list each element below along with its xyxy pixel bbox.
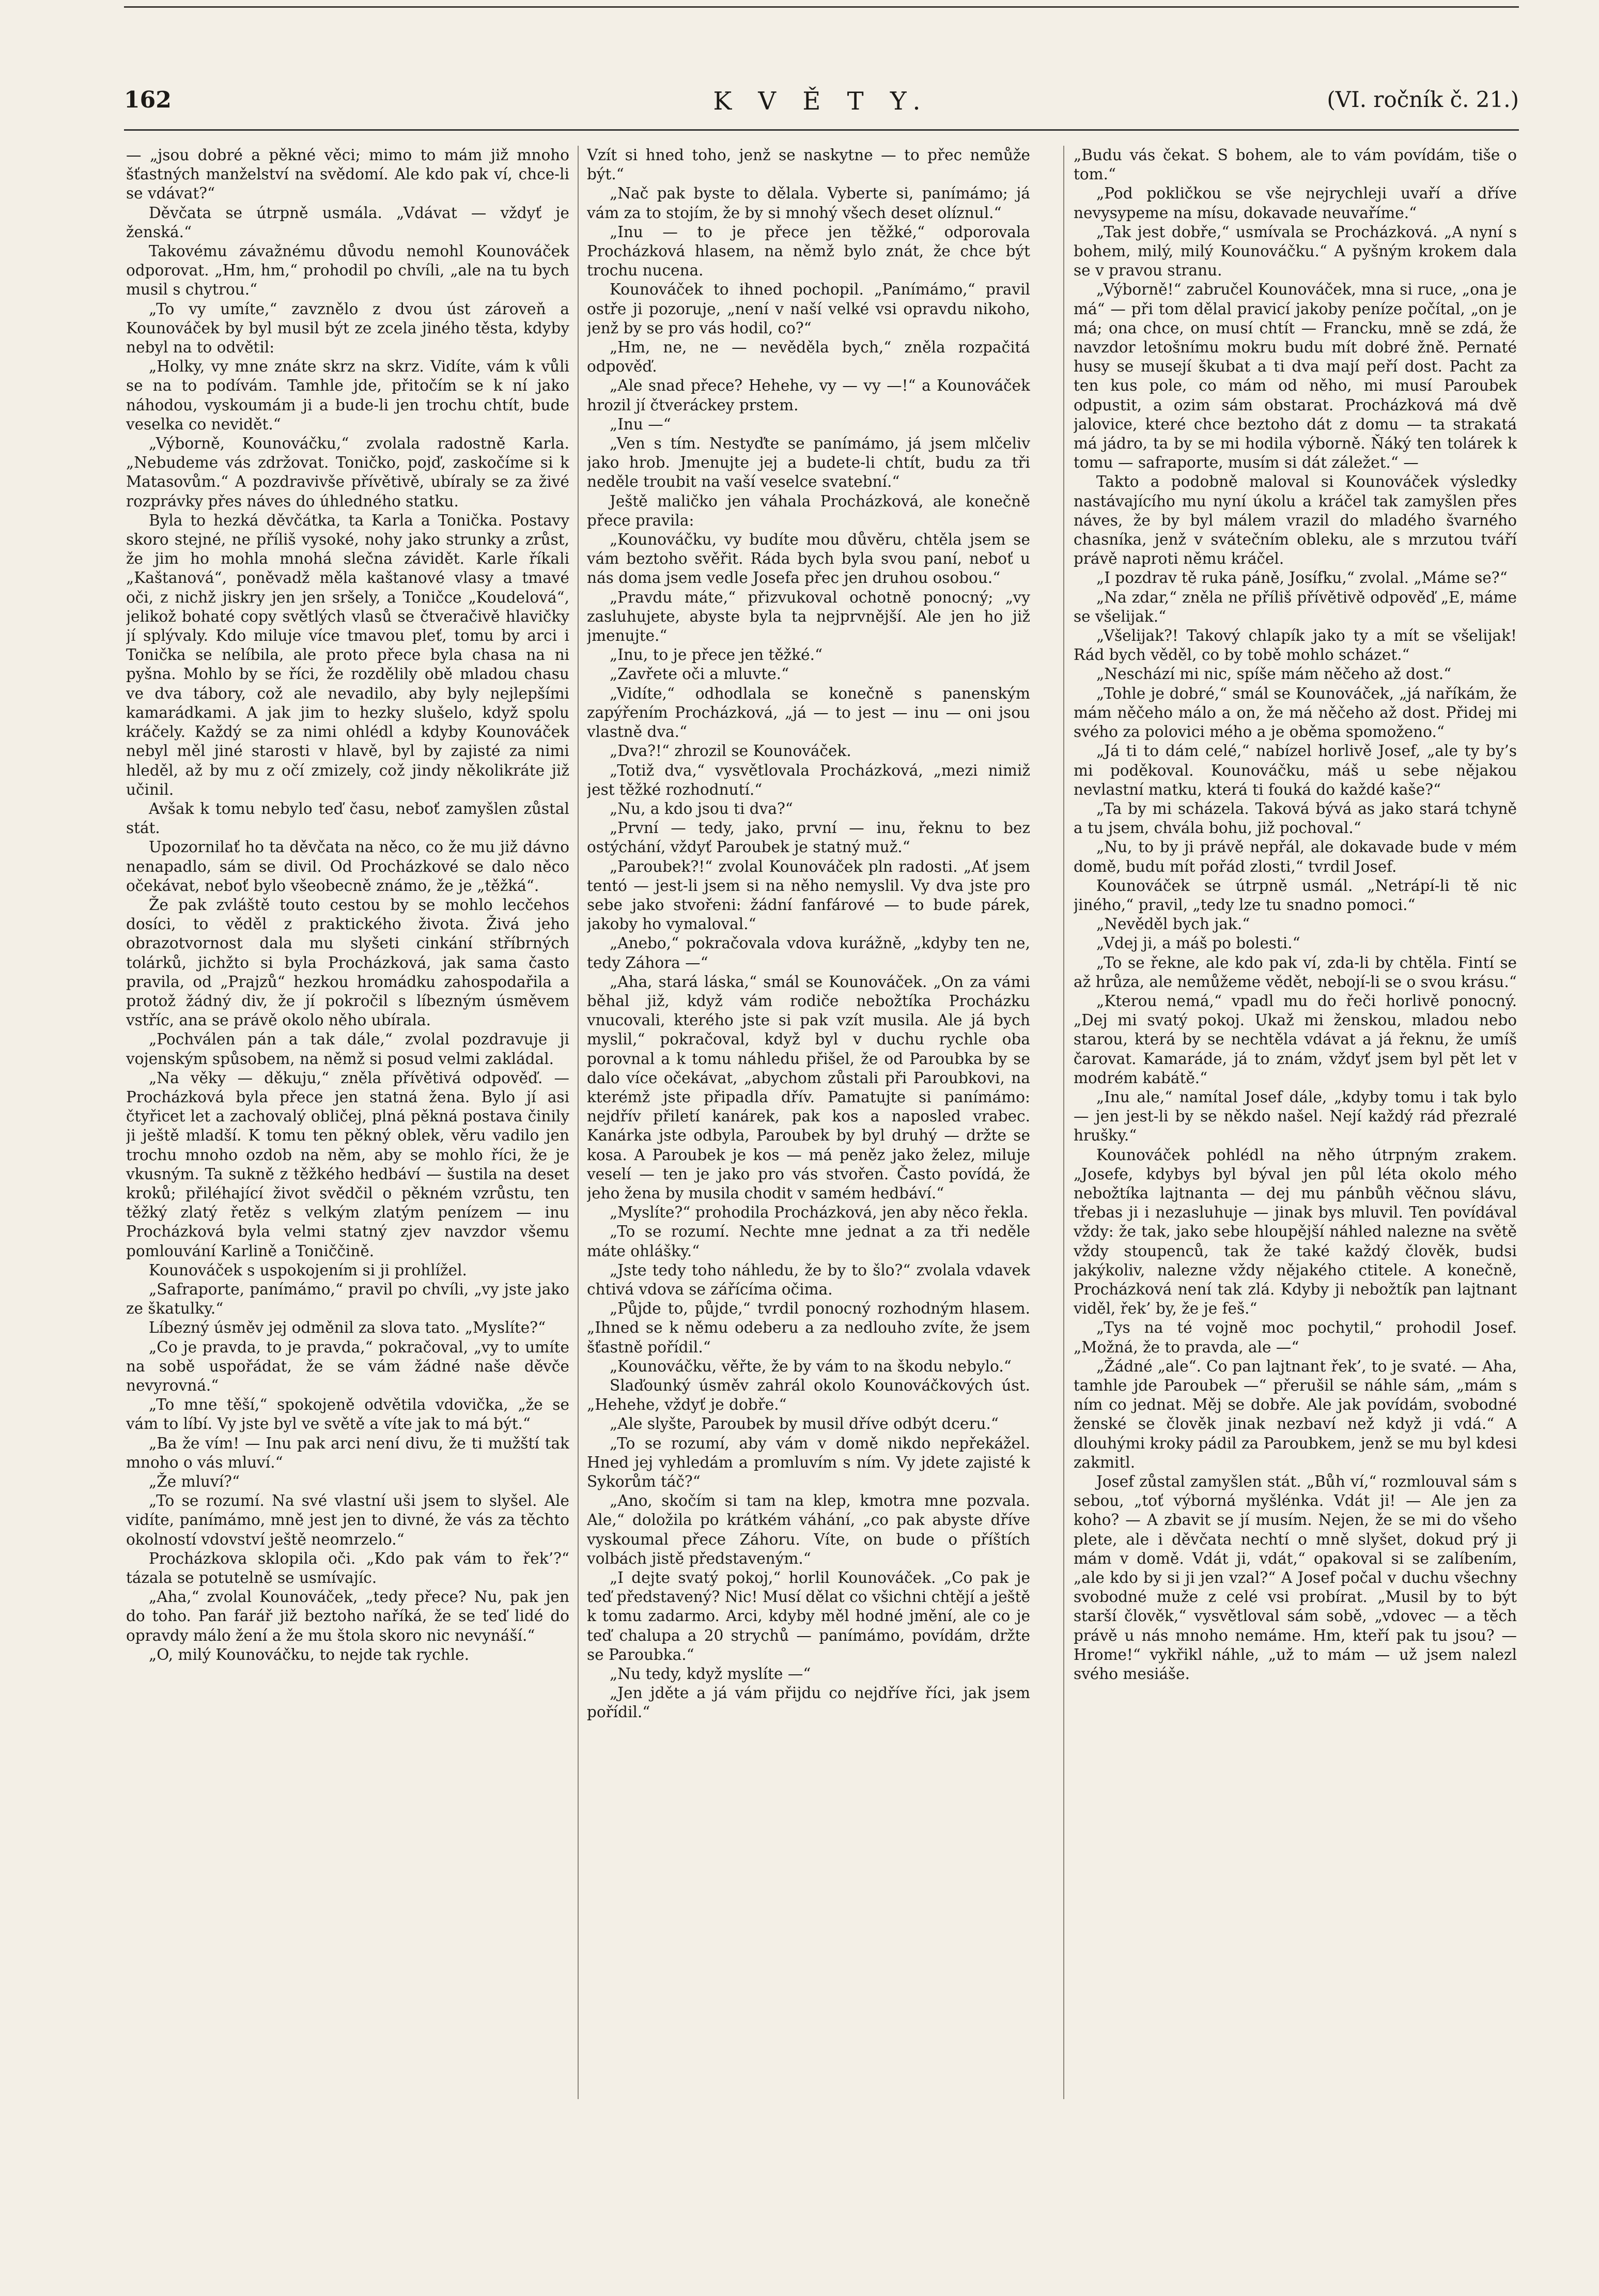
paragraph: „To se řekne, ale kdo pak ví, zda-li by chtěla. Fintí se až hrůza, ale nemůžeme vědět, nebojí-li se o svou krásu.“ [1074,953,1517,991]
paragraph: Procházkova sklopila oči. „Kdo pak vám to řek’?“ tázala se potutelně se usmívajíc. [126,1549,569,1587]
paragraph: „Totiž dva,“ vysvětlovala Procházková, „mezi nimiž jest těžké rozhodnutí.“ [587,761,1030,798]
paragraph: Avšak k tomu nebylo teď času, neboť zamyšlen zůstal stát. [126,799,569,837]
paragraph: „Ven s tím. Nestyďte se panímámo, já jsem mlčeliv jako hrob. Jmenujte jej a budete-li chtít, budu za tři neděle troubit na vaší veselce svatební.“ [587,435,1030,491]
paragraph: „Kterou nemá,“ vpadl mu do řeči horlivě ponocný. „Dej mi svatý pokoj. Ukaž mi ženskou, mladou nebo starou, která by se nechtěla vdávat a já řeknu, že umíš čarovat. Kamaráde, já to znám, vždyť jsem byl pět let v modrém kabátě.“ [1074,992,1517,1087]
paragraph: „Neschází mi nic, spíše mám něčeho až dost.“ [1096,665,1452,683]
paragraph: „Kounováčku, věřte, že by vám to na škodu nebylo.“ [610,1357,1012,1375]
paragraph: „Na zdar,“ zněla ne příliš přívětivě odpověď „E, máme se všelijak.“ [1074,588,1517,625]
paragraph: „To se rozumí, aby vám v domě nikdo nepřekážel. Hned jej vyhledám a promluvím s ním. Vy jdete zajisté k Sykorům táč?“ [587,1434,1030,1491]
paragraph: „Všelijak?! Takový chlapík jako ty a mít se všelijak! Rád bych věděl, co by tobě mohlo scházet.“ [1074,627,1517,664]
paragraph: — „jsou dobré a pěkné věci; mimo to mám již mnoho šťastných manželství na svědomí. Ale kdo pak ví, chce-li se vdávat?“ [126,146,569,203]
paragraph: „Ta by mi scházela. Taková bývá as jako stará tchyně a tu jsem, chvála bohu, již pochoval.“ [1074,799,1517,837]
paragraph: „Nu, a kdo jsou ti dva?“ [610,799,793,818]
text-column-1 [126,146,569,2130]
paragraph: „Pravdu máte,“ přizvukoval ochotně ponocný; „vy zasluhujete, abyste byla ta nejprvnější. Ale jen ho již jmenujte.“ [587,588,1030,645]
paragraph: „Vidíte,“ odhodlala se konečně s panenským zapýřením Procházková, „já — to jest — inu — oni jsou vlastně dva.“ [587,684,1030,741]
paragraph: „To se rozumí. Nechte mne jednat a za tři neděle máte ohlášky.“ [587,1223,1030,1260]
paragraph: „Pod pokličkou se vše nejrychleji uvaří a dříve nevysypeme na mísu, dokavade neuvaříme.“ [1074,184,1517,222]
page-number: 162 [124,87,172,113]
paragraph: „O, milý Kounováčku, to nejde tak rychle. [149,1645,470,1663]
paragraph: „Inu, to je přece jen těžké.“ [610,646,823,664]
paragraph: „Inu — to je přece jen těžké,“ odporovala Procházková hlasem, na němž bylo znát, že chce být trochu nucena. [587,223,1030,280]
paragraph: „Nu tedy, když myslíte —“ [610,1665,811,1683]
paragraph: „Aha, stará láska,“ smál se Kounováček. „On za vámi běhal již, když vám rodiče nebožtíka Procházku vnucovali, kterého jste si pak vzít musila. Ale já bych myslil,“ pokračoval, když byl v duchu rychle oba porovnal a k tomu náhledu přišel, že od Paroubka by se dalo více očekávat, „abychom zůstali při Paroubkovi, na kterémž jste připadla dřív. Pamatujte si panímámo: nejdřív přiletí kanárek, pak kos a naposled vrabec. Kanárka jste odbyla, Paroubek by byl druhý — držte se kosa. A Paroubek je kos — má peněz jako želez, miluje veselí — ten je jako pro vás stvořen. Často povídá, že jeho žena by musila chodit v samém hedbáví.“ [587,973,1030,1202]
paragraph: „Půjde to, půjde,“ tvrdil ponocný rozhodným hlasem. „Ihned se k němu odeberu a za nedlouho zvíte, že jsem šťastně pořídil.“ [587,1300,1030,1356]
paragraph: „Inu —“ [610,415,671,433]
paragraph: „Anebo,“ pokračovala vdova kurážně, „kdyby ten ne, tedy Záhora —“ [587,934,1030,972]
paragraph: „Holky, vy mne znáte skrz na skrz. Vidíte, vám k vůli se na to podívám. Tamhle jde, přitočím se k ní jako náhodou, vyskoumám ji a bude-li jen trochu chtít, bude veselka co nevidět.“ [126,358,569,433]
paragraph: „Hm, ne, ne — nevěděla bych,“ zněla rozpačitá odpověď. [587,338,1030,376]
paragraph: Že pak zvláště touto cestou by se mohlo lecčehos dosíci, to věděl z praktického života. Živá jeho obrazotvornost dala mu slyšeti cinkání stříbrných tolárků, jichžto si byla Procházková, jak sama často pravila, od „Prajzů“ hezkou hromádku zahospodařila a protož žádný div, že jí pokročil s líbezným úsměvem vstříc, ana se právě okolo něho ubírala. [126,896,569,1029]
paragraph: „Ale snad přece? Hehehe, vy — vy —!“ a Kounováček hrozil jí čtveráckey prstem. [587,377,1030,414]
paragraph: „To vy umíte,“ zavznělo z dvou úst zároveň a Kounováček by byl musil být ze zcela jiného těsta, kdyby nebyl na to odvětil: [126,300,569,357]
paragraph: „Nevěděl bych jak.“ [1096,915,1250,933]
paragraph: „Dva?!“ zhrozil se Kounováček. [610,742,851,760]
paragraph: „První — tedy, jako, první — inu, řeknu to bez ostýchání, vždyť Paroubek je statný muž.“ [587,819,1030,856]
paragraph: „Tys na té vojně moc pochytil,“ prohodil Josef. „Možná, že to pravda, ale —“ [1074,1319,1517,1356]
paragraph: „Vdej ji, a máš po bolesti.“ [1096,934,1300,952]
paragraph: „Budu vás čekat. S bohem, ale to vám povídám, tiše o tom.“ [1074,146,1517,183]
paragraph: Kounováček to ihned pochopil. „Panímámo,“ pravil ostře ji pozoruje, „není v naší velké vsi opravdu nikoho, jenž by se pro vás hodil, co?“ [587,281,1030,337]
paragraph: Kounováček pohlédl na něho útrpným zrakem. „Josefe, kdybys byl býval jen půl léta okolo mého nebožtíka lajtnanta — dej mu pánbůh věčnou slávu, třebas ji i nezasluhuje — jinak bys mluvil. Ten povídával vždy: že tak, jako sebe hloupější náhled nalezne na světě vždy stoupenců, tak že také každý člověk, budsi jakýkoliv, nalezne vždy nějakého ctitele. A konečně, Procházková není tak zlá. Kdyby ji nebožtík pan lajtnant viděl, řek’ by, že je feš.“ [1074,1146,1517,1318]
paragraph: „Ba že vím! — Inu pak arci není divu, že ti mužští tak mnoho o vás mluví.“ [126,1434,569,1471]
paragraph: „Že mluví?“ [149,1473,240,1491]
paragraph: „Já ti to dám celé,“ nabízel horlivě Josef, „ale ty by’s mi poděkoval. Kounováčku, máš u sebe nějakou nevlastní matku, která ti fouká do každé kaše?“ [1074,742,1517,798]
text-column-3 [1074,146,1517,2130]
paragraph: „Aha,“ zvolal Kounováček, „tedy přece? Nu, pak jen do toho. Pan farář již beztoho naříká, že se teď lidé do opravdy málo žení a že mu štola skoro nic nevynáší.“ [126,1588,569,1644]
paragraph: „To se rozumí. Na své vlastní uši jsem to slyšel. Ale vidíte, panímámo, mně jest jen to divné, že vás za těchto okolností vdovství ještě neomrzelo.“ [126,1492,569,1548]
paragraph: „Safraporte, panímámo,“ pravil po chvíli, „vy jste jako ze škatulky.“ [126,1280,569,1318]
paragraph: „Výborně!“ zabručel Kounováček, mna si ruce, „ona je má“ — při tom dělal pravicí jakoby peníze počítal, „on je má; ona chce, on musí chtít — Francku, mně se zdá, že navzdor letošnímu mokru budu mít dobré žně. Pernaté husy se musejí škubat a ti dva mají peří dost. Pacht za ten kus pole, co mám od něho, mi musí Paroubek odpustit, a ozim sám obstarat. Procházková má dvě jalovice, které chce beztoho dát z domu — ta strakatá má jádro, ta by se mi hodila výborně. Ňáký ten tolárek k tomu — safraporte, musím si dát záležet.“ — [1074,281,1517,472]
paragraph: Vzít si hned toho, jenž se naskytne — to přec nemůže být.“ [587,146,1030,183]
paragraph: „Na věky — děkuju,“ zněla přívětivá odpověď. — Procházková byla přece jen statná žena. Bylo jí asi čtyřicet let a zachovalý obličej, plná pěkná postava činily ji ještě mladší. K tomu ten pěkný oblek, věru vadilo jen trochu mnoho ozdob na něm, aby se mohlo říci, že je vkusným. Ta sukně z těžkého hedbáví — šustila na deset kroků; přiléhající život svědčil o pěkném vzrůstu, ten těžký zlatý řetěz s velkým zlatým penízem — inu Procházková byla velmi statný zjev navzdor všemu pomlouvání Karlině a Toniččině. [126,1069,569,1260]
journal-title: K V Ě T Y. [713,87,930,116]
header-rule [124,129,1519,131]
paragraph: „Co je pravda, to je pravda,“ pokračoval, „vy to umíte na sobě uspořádat, že se vám žádné naše děvče nevyrovná.“ [126,1338,569,1394]
paragraph: „Zavřete oči a mluvte.“ [610,665,789,683]
paragraph: Takovému závažnému důvodu nemohl Kounováček odporovat. „Hm, hm,“ prohodil po chvíli, „ale na tu bych musil s chytrou.“ [126,242,569,299]
column-divider [578,146,579,2099]
paragraph: „Výborně, Kounováčku,“ zvolala radostně Karla. „Nebudeme vás zdržovat. Toničko, pojď, zaskočíme si k Matasovům.“ A pozdravivše přívětivě, ubíraly se za živé rozprávky přes náves do úhledného statku. [126,435,569,510]
paragraph: „Myslíte?“ prohodila Procházková, jen aby něco řekla. [610,1204,1029,1222]
paragraph: „Jste tedy toho náhledu, že by to šlo?“ zvolala vdavek chtivá vdova se zářícíma očima. [587,1261,1030,1298]
paragraph: „Tohle je dobré,“ smál se Kounováček, „já naříkám, že mám něčeho málo a on, že má něčeho až dost. Přidej mi svého za polovici mého a je oběma spomoženo.“ [1074,684,1517,741]
top-edge-rule [124,6,1519,8]
paragraph: Upozornilať ho ta děvčata na něco, co že mu již dávno nenapadlo, sám se divil. Od Procházkové se dalo něco očekávat, neboť bylo všeobecně známo, že je „těžká“. [126,838,569,895]
paragraph: „Ano, skočím si tam na klep, kmotra mne pozvala. Ale,“ doložila po krátkém váhání, „co pak abyste dříve vyskoumal přece Záhoru. Víte, on bude o příštích volbách jistě představeným.“ [587,1492,1030,1567]
paragraph: „Paroubek?!“ zvolal Kounováček pln radosti. „Ať jsem tentó — jest-li jsem si na něho nemyslil. Vy dva jste pro sebe jako stvořeni: žádní fanfárové — to bude párek, jakoby ho vymaloval.“ [587,857,1030,933]
paragraph: Byla to hezká děvčátka, ta Karla a Tonička. Postavy skoro stejné, ne příliš vysoké, nohy jako strunky a zrůst, že jim ho mohla mnohá slečna závidět. Karle říkali „Kaštanová“, poněvadž měla kaštanové vlasy a tmavé oči, z nichž jiskry jen jen sršely, a Toničce „Koudelová“, jelikož bohaté copy světlých vlasů se čtveračivě hlavičky jí splývaly. Kdo miluje více tmavou pleť, tomu by arci i Tonička se nelíbila, ale proto přece byla chasa na ni pyšna. Mohlo by se říci, že rozdělily obě mladou chasu ve dva tábory, což ale nevadilo, aby byly nejlepšími kamarádkami. A jak jim to hezky slušelo, když spolu kráčely. Každý se za nimi ohlédl a kdyby Kounováček nebyl měl jiné starosti v hlavě, byl by zajisté za nimi hleděl, až by mu z očí zmizely, což jindy několikráte již učinil. [126,511,569,798]
paragraph: „To mne těší,“ spokojeně odvětila vdovička, „že se vám to líbí. Vy jste byl ve světě a víte jak to má být.“ [126,1396,569,1433]
paragraph: Slaďounký úsměv zahrál okolo Kounováčkových úst. „Hehehe, vždyť je dobře.“ [587,1377,1030,1414]
paragraph: Takto a podobně maloval si Kounováček výsledky nastávajícího mu nyní úkolu a kráčel tak zamyšlen přes náves, že by byl málem vrazil do mladého švarného chasníka, jenž v svátečním obleku, ale s mrzutou tváří právě naproti němu kráčel. [1074,473,1517,568]
paragraph: „Tak jest dobře,“ usmívala se Procházková. „A nyní s bohem, milý, milý Kounováčku.“ A pyšným krokem dala se v pravou stranu. [1074,223,1517,280]
issue-label: (VI. ročník č. 21.) [1327,87,1519,112]
paragraph: Děvčata se útrpně usmála. „Vdávat — vždyť je ženská.“ [126,204,569,241]
paragraph: „Jen jděte a já vám přijdu co nejdříve říci, jak jsem pořídil.“ [587,1684,1030,1721]
paragraph: „Nač pak byste to dělala. Vyberte si, panímámo; já vám za to stojím, že by si mnohý všech deset olíznul.“ [587,184,1030,222]
paragraph: Josef zůstal zamyšlen stát. „Bůh ví,“ rozmlouval sám s sebou, „toť výborná myšlénka. Vdát ji! — Ale jen za koho? — A zbavit se jí musím. Nejen, že se mi do všeho plete, ale i děvčata nechtí o mně slyšet, dokud prý ji mám v domě. Vdát ji, vdát,“ opakoval si se zalíbením, „ale kdo by si ji jen vzal?“ A Josef počal v duchu všechny svobodné muže z celé vsi probírat. „Musil by to být starší člověk,“ vysvětloval sám sobě, „vdovec — a těch právě u nás mnoho nemáme. Hm, kteří pak tu jsou? — Hrome!“ vykřikl náhle, „už to mám — už jsem nalezl svého mesiáše. [1074,1473,1517,1683]
column-divider [1063,146,1064,2099]
paragraph: „Nu, to by ji právě nepřál, ale dokavade bude v mém domě, budu mít pořád zlosti,“ tvrdil Josef. [1074,838,1517,875]
paragraph: „Pochválen pán a tak dále,“ zvolal pozdravuje ji vojenským spůsobem, na němž si posud velmi zakládal. [126,1030,569,1068]
paragraph: „Ale slyšte, Paroubek by musil dříve odbýt dceru.“ [610,1415,999,1433]
paragraph: Kounováček s uspokojením si ji prohlížel. [149,1261,467,1279]
paragraph: „Žádné „ale“. Co pan lajtnant řek’, to je svaté. — Aha, tamhle jde Paroubek —“ přerušil se náhle sám, „mám s ním co jednat. Měj se dobře. Ale jak povídám, svobodné ženské se člověk jinak nezbaví než když ji vdá.“ A dlouhými kroky pádil za Paroubkem, jenž se mu byl kdesi zakmitl. [1074,1357,1517,1471]
paragraph: „I pozdrav tě ruka páně, Josífku,“ zvolal. „Máme se?“ [1096,569,1508,587]
paragraph: „I dejte svatý pokoj,“ horlil Kounováček. „Co pak je teď představený? Nic! Musí dělat co všichni chtějí a ještě k tomu zadarmo. Arci, kdyby měl hodné jmění, ale co je teď chalupa a 20 strychů — panímámo, povídám, držte se Paroubka.“ [587,1569,1030,1663]
paragraph: „Kounováčku, vy budíte mou důvěru, chtěla jsem se vám beztoho svěřit. Ráda bych byla svou paní, neboť u nás doma jsem vedle Josefa přec jen druhou osobou.“ [587,531,1030,587]
text-column-2 [587,146,1030,2130]
page-header [124,87,1519,128]
paragraph: Ještě maličko jen váhala Procházková, ale konečně přece pravila: [587,492,1030,529]
paragraph: „Inu ale,“ namítal Josef dále, „kdyby tomu i tak bylo — jen jest-li by se někdo našel. Nejí každý rád přezralé hrušky.“ [1074,1088,1517,1145]
paragraph: Kounováček se útrpně usmál. „Netrápí-li tě nic jiného,“ pravil, „tedy lze tu snadno pomoci.“ [1074,876,1517,914]
paragraph: Líbezný úsměv jej odměnil za slova tato. „Myslíte?“ [149,1319,546,1337]
